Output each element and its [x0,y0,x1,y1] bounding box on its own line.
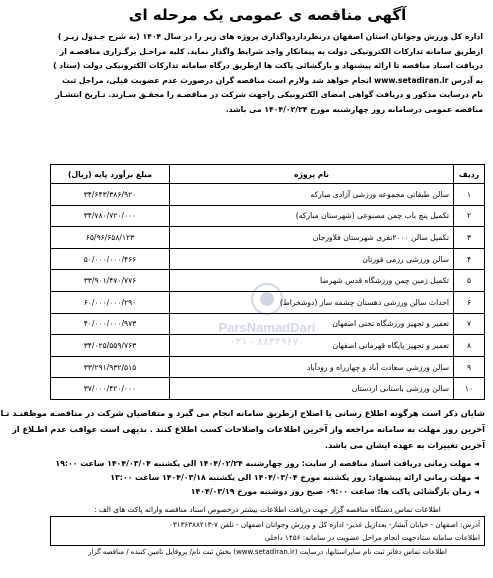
table-row [51,291,485,313]
row-num: ۱ [454,184,485,206]
table-row [51,227,485,249]
row-name: احداث سالن ورزشی دهستان چشمه ساز (دوشخراط) [170,291,454,313]
row-name: سالن طبقاتی مجموعه ورزشی آزادی مبارکه [170,184,454,206]
row-amount: ۳۴/۷۸۰/۷۲۰/۰۰۰ [51,205,170,227]
row-name: تکمیل زمین چمن ورزشگاه قدس شهرضا [170,270,454,292]
row-amount: ۶۰/۰۰۰/۰۰۰/۲۹۰ [51,291,170,313]
row-amount: ۳۷/۰۰۰/۴۲۰/۰۰۰ [51,378,170,400]
intro-line: مناقصه عمومی درسامانه روز چهارشنبه مورخ ۱۴۰۴/۰۲/۲۴ می باشد. [225,104,483,114]
row-name: تکمیل پنچ باب چمن مصنوعی (شهرستان مبارکه) [170,205,454,227]
contact-heading: اطلاعات تماس دستگاه مناقصه گزار جهت دریافت اطلاعات بیشتر درخصوص اسناد مناقصه وارائه پاکت های الف : [94,504,441,514]
row-num: ۴ [454,248,485,270]
row-name: سالن ورزشی سعادت آباد و چهارراه و رودآباد [170,356,454,378]
row-num: ۹ [454,356,485,378]
row-amount: ۵۰/۰۰۰/۰۰۰/۴۶۶ [51,248,170,270]
intro-line: دریافت اسناد مناقصه تا ارائه پیشنهاد و بازگشائی پاکت ها ازطریق درگاه سامانه تدارکات الکترونیکی دولت (ستاد ) [53,61,483,71]
header-num: ردیف [454,165,485,184]
page-title: آگهی مناقصه ی عمومی یک مرحله ای [128,6,407,24]
table-row [51,270,485,292]
table-row [51,205,485,227]
notice-line: آخرین روز مهلت به سامانه مراجعه واز آخرین اطلاعات واصلاحات کسب اطلاع کنند . بدیهی است عواقب عدم اطـلاع از [12,423,485,434]
intro-line: ازطریق سامانه تدارکات الکترونیکی دولت به پیمانکار واجد شرایط واگذار نماید. کلیه مراحـل برگـزاری مناقصـه از [59,46,483,56]
intro-line: به آدرس www.setadiran.ir انجام خواهد شد ولازم است مناقصه گران درصورت عدم عضویت قبلی، مراحل ثبت [62,75,483,85]
table-row [51,248,485,270]
row-num: ۵ [454,270,485,292]
contact-box [50,516,485,546]
intro-line: اداره کل ورزش وجوانان استان اصفهان درنظرداردواگذاری پروژه های زیر را در سال ۱۴۰۴ (به شرح جـدول زیـر ) [57,32,483,41]
tender-notice-page [0,2,493,578]
watermark-brand: ParsNamadDari [218,320,316,335]
row-name: سالن ورزشی رزمی قورتان [170,248,454,270]
header-name: نام پروژه [170,165,454,184]
row-num: ۲ [454,205,485,227]
contact-line: آدرس: اصفهان - خیابان آبشار- بعدازپل غدیر- اداره کل و ورزش وجوانان اصفهان - تلفن ۷-۰۳۱۳۶۳۸۸۲۱۳ [168,519,480,529]
footer-note: اطلاعات تماس دفاتر ثبت نام سایراستانها، درسایت (www.setadiran.ir) بخش ثبت نام/ پروفایل تامین کننده / مناقصه گزار [88,547,447,556]
deadline-item: ◄ مهلت زمانی دریافت اسناد مناقصه از سایت: روز چهارشنبه ۱۴۰۴/۰۲/۲۴ الی یکشنبه ۱۴۰۴/۰۳/۰۴ ساعت ۱۹:۰۰ [50,457,479,471]
projects-table [50,164,485,400]
notice-paragraph [0,405,485,453]
row-num: ۳ [454,227,485,249]
row-num: ۶ [454,291,485,313]
row-name: تکمیل سالن ۲۰۰۰نفری شهرستان فلاورجان [170,227,454,249]
table-row [51,184,485,206]
notice-line: آخرین تغییرات به عهده ایشان می باشد. [324,439,485,450]
intro-paragraph [52,30,483,163]
row-num: ۸ [454,335,485,357]
deadline-item: ◄ مهلت زمانی ارائه پیشنهاد: روز یکشنبه مورخ ۱۴۰۴/۰۳/۰۴ الی یکشنبه ۱۴۰۴/۰۳/۱۸ ساعت ۱۳:۰۰ [50,471,479,485]
table-row [51,378,485,400]
row-amount: ۳۳/۲۹۱/۹۳۲/۵۱۵ [51,356,170,378]
row-amount: ۳۴/۶۴۳/۳۸۶/۹۲۰ [51,184,170,206]
row-num: ۷ [454,313,485,335]
header-amount: مبلغ برآورد پایه (ریال) [51,165,170,184]
row-name: سالن ورزشی باستانی اردستان [170,378,454,400]
row-amount: ۳۴/۰۲۵/۵۵۹/۷۶۳ [51,335,170,357]
intro-line: نام درسایت مذکور و دریافت گواهی امضای الکترونیکی راجهت شرکت در مناقصـه را محقـق سـازند. تـاریخ انتشـار [55,90,483,100]
row-num: ۱۰ [454,378,485,400]
table-row [51,356,485,378]
table-row [51,335,485,357]
row-amount: ۴۰/۰۰۰/۰۰۰/۹۷۳ [51,313,170,335]
row-name: تعمیر و تجهیز پایگاه قهرمانی اصفهان [170,335,454,357]
notice-line: شایان ذکر است هرگونه اطلاع رسانی یا اصلاح ازطریق سامانه انجام می گیرد و متقاضیان شرکت در مناقصـه موظفنـد تـا [0,407,485,418]
row-amount: ۶۵/۹۶/۶۵۸/۱۲۳ [51,227,170,249]
deadline-list [50,457,479,499]
watermark-phone: ۰۲۱ - ۸۸۳۴۹۶۷۰ [229,336,305,348]
table-row [51,313,485,335]
table-header-row [51,165,485,184]
contact-line: اطلاعات سامانه ستادجهت انجام مراحل عضویت در سامانه: ۱۴۵۶ داخلی [264,532,480,542]
row-name: تعمیر و تجهیز ورزشگاه تختی اصفهان [170,313,454,335]
deadline-item: ◄ زمان بازگشائی پاکت ها: ساعت ۰۹:۰۰ صبح روز دوشنبه مورخ ۱۴۰۴/۰۳/۱۹ [50,485,479,499]
row-amount: ۳۳/۹۰۱/۴۷۰/۷۷۶ [51,270,170,292]
